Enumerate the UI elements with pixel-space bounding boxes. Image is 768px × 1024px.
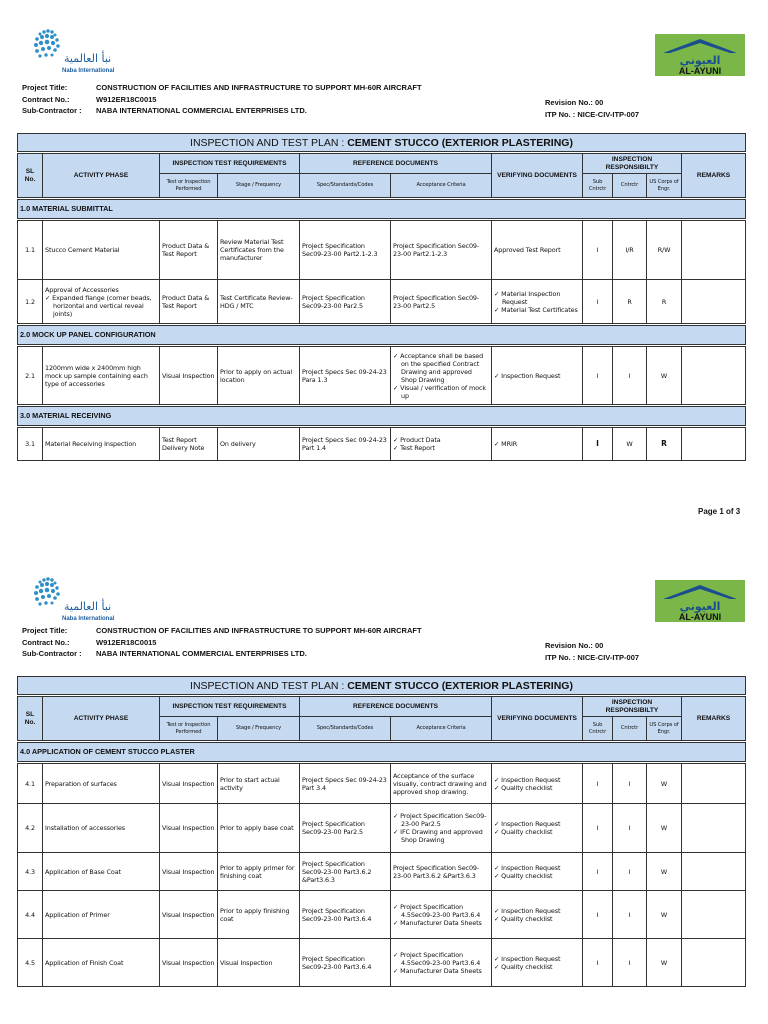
revision-number: Revision No.: 00 <box>545 98 604 107</box>
col-test-header: Test or Inspection Performed <box>160 717 218 741</box>
col-sub-header: Sub Cntrctr <box>583 717 613 741</box>
col-itr-header: INSPECTION TEST REQUIREMENTS <box>160 154 300 174</box>
col-remarks-header: REMARKS <box>682 697 746 741</box>
revision-number: Revision No.: 00 <box>545 641 604 650</box>
subcontractor-label: Sub-Contractor : <box>22 649 82 658</box>
table-row: 4.1 Preparation of surfaces Visual Inspection Prior to start actual activity Project Specs Sec 09-24-23 Part 3.4 Acceptance of the surface visually, contract drawing and approved shop drawing. ✓ Inspection Request ✓ Quality checklist I I W <box>18 764 746 804</box>
col-resp-header: INSPECTION RESPONSIBILTY <box>583 154 682 174</box>
al-ayuni-logo-english: AL-AYUNI <box>678 612 722 622</box>
col-stage-header: Stage / Frequency <box>218 174 300 198</box>
naba-international-logo <box>22 574 122 628</box>
project-title-label: Project Title: <box>22 83 68 92</box>
col-itr-header: INSPECTION TEST REQUIREMENTS <box>160 697 300 717</box>
revision-info <box>545 97 639 120</box>
itp-table <box>17 133 746 461</box>
itp-table <box>17 676 746 987</box>
section-heading: 1.0 MATERIAL SUBMITTAL <box>18 200 746 219</box>
table-row: 4.5 Application of Finish Coat Visual Inspection Visual Inspection Project Specification Sec09-23-00 Part3.6.4 ✓ Project Specification 4.5Sec09-23-00 Part3.6.4 ✓ Manufacturer Data Sheets ✓ Inspection Request ✓ Quality checklist I I W <box>18 939 746 987</box>
project-title-label: Project Title: <box>22 626 68 635</box>
col-cntr-header: Cntrctr <box>613 717 647 741</box>
table-title: INSPECTION AND TEST PLAN : CEMENT STUCCO (EXTERIOR PLASTERING) <box>18 677 746 695</box>
table-row: 3.1 Material Receiving Inspection Test Report Delivery Note On delivery Project Specs Sec 09-24-23 Part 1.4 ✓ Product Data ✓ Test Report ✓ MRIR I W R <box>18 428 746 461</box>
contract-label: Contract No.: <box>22 94 70 104</box>
al-ayuni-logo <box>655 34 745 76</box>
col-resp-header: INSPECTION RESPONSIBILTY <box>583 697 682 717</box>
page-number: Page 1 of 3 <box>698 507 741 516</box>
table-row: 1.1 Stucco Cement Material Product Data & Test Report Review Material Test Certificates from the manufacturer Project Specification Sec09-23-00 Part2.1-2.3 Project Specification Sec09-23-00 Part2.1-2.3 Approved Test Report I I/R R/W <box>18 221 746 280</box>
col-cntr-header: Cntrctr <box>613 174 647 198</box>
section-heading: 2.0 MOCK UP PANEL CONFIGURATION <box>18 326 746 345</box>
table-row: 4.3 Application of Base Coat Visual Inspection Prior to apply primer for finishing coat Project Specification Sec09-23-00 Part3.6.2 &Part3.6.3 Project Specification Sec09-23-00 Part3.6.2 &Part3.6.3 ✓ Inspection Request ✓ Quality checklist I I W <box>18 853 746 891</box>
naba-logo-english: Naba International <box>62 616 115 622</box>
revision-info <box>545 640 639 663</box>
col-verify-header: VERIFYING DOCUMENTS <box>492 697 583 741</box>
table-row: 4.4 Application of Primer Visual Inspection Prior to apply finishing coat Project Specification Sec09-23-00 Part3.6.4 ✓ Project Specification 4.5Sec09-23-00 Part3.6.4 ✓ Manufacturer Data Sheets ✓ Inspection Request ✓ Quality checklist I I W <box>18 891 746 939</box>
project-title: CONSTRUCTION OF FACILITIES AND INFRASTRUCTURE TO SUPPORT MH-60R AIRCRAFT <box>96 626 422 635</box>
col-sub-header: Sub Cntrctr <box>583 174 613 198</box>
naba-logo-arabic: نبأ العالمية <box>64 600 112 613</box>
col-test-header: Test or Inspection Performed <box>160 174 218 198</box>
col-remarks-header: REMARKS <box>682 154 746 198</box>
subcontractor-name: NABA INTERNATIONAL COMMERCIAL ENTERPRISES LTD. <box>96 106 307 115</box>
project-info <box>22 82 422 117</box>
col-activity-header: ACTIVITY PHASE <box>43 154 160 198</box>
col-accept-header: Acceptance Criteria <box>391 717 492 741</box>
subcontractor-label: Sub-Contractor : <box>22 106 82 115</box>
table-title: INSPECTION AND TEST PLAN : CEMENT STUCCO (EXTERIOR PLASTERING) <box>18 134 746 152</box>
contract-label: Contract No.: <box>22 637 70 647</box>
al-ayuni-logo-english: AL-AYUNI <box>678 66 722 76</box>
subcontractor-name: NABA INTERNATIONAL COMMERCIAL ENTERPRISES LTD. <box>96 649 307 658</box>
table-row: 4.2 Installation of accessories Visual Inspection Prior to apply base coat Project Specification Sec09-23-00 Par2.5 ✓ Project Specification Sec09-23-00 Par2.5 ✓ IFC Drawing and approved Shop Drawing ✓ Inspection Request ✓ Quality checklist I I W <box>18 804 746 853</box>
col-ref-header: REFERENCE DOCUMENTS <box>300 154 492 174</box>
col-sl-header: SL No. <box>18 697 43 741</box>
itp-number: ITP No. : NICE-CIV-ITP-007 <box>545 652 640 662</box>
col-accept-header: Acceptance Criteria <box>391 174 492 198</box>
col-usc-header: US Corps of Engr. <box>647 174 682 198</box>
col-ref-header: REFERENCE DOCUMENTS <box>300 697 492 717</box>
col-stage-header: Stage / Frequency <box>218 717 300 741</box>
contract-number: W912ER18C0015 <box>96 637 157 647</box>
col-sl-header: SL No. <box>18 154 43 198</box>
naba-international-logo <box>22 26 122 80</box>
section-heading: 4.0 APPLICATION OF CEMENT STUCCO PLASTER <box>18 743 746 762</box>
itp-number: ITP No. : NICE-CIV-ITP-007 <box>545 109 640 119</box>
naba-logo-english: Naba International <box>62 68 115 74</box>
table-row: 2.1 1200mm wide x 2400mm high mock up sample containing each type of accessories Visual Inspection Prior to apply on actual location Project Specs Sec 09-24-23 Para 1.3 ✓ Acceptance shall be based on the specified Contract Drawing and approved Shop Drawing ✓ Visual / verification of mock up ✓ Inspection Request I I W <box>18 347 746 405</box>
contract-number: W912ER18C0015 <box>96 94 157 104</box>
table-row: 1.2 Approval of Accessories ✓ Expanded flange (corner beads, horizontal and vertical reveal joints) Product Data & Test Report Test Certificate Review-HDG / MTC Project Specification Sec09-23-00 Par2.5 Project Specification Sec09-23-00 Part2.5 ✓ Material Inspection Request ✓ Material Test Certificates I R R <box>18 280 746 324</box>
project-info <box>22 625 422 660</box>
col-verify-header: VERIFYING DOCUMENTS <box>492 154 583 198</box>
col-usc-header: US Corps of Engr. <box>647 717 682 741</box>
al-ayuni-logo <box>655 580 745 622</box>
project-title: CONSTRUCTION OF FACILITIES AND INFRASTRUCTURE TO SUPPORT MH-60R AIRCRAFT <box>96 83 422 92</box>
itp-page-2 <box>0 560 768 1024</box>
col-spec-header: Spec/Standards/Codes <box>300 717 391 741</box>
col-spec-header: Spec/Standards/Codes <box>300 174 391 198</box>
naba-logo-arabic: نبأ العالمية <box>64 52 112 65</box>
col-activity-header: ACTIVITY PHASE <box>43 697 160 741</box>
al-ayuni-logo-arabic: العيوني <box>679 54 721 67</box>
section-heading: 3.0 MATERIAL RECEIVING <box>18 407 746 426</box>
al-ayuni-logo-arabic: العيوني <box>679 600 721 613</box>
